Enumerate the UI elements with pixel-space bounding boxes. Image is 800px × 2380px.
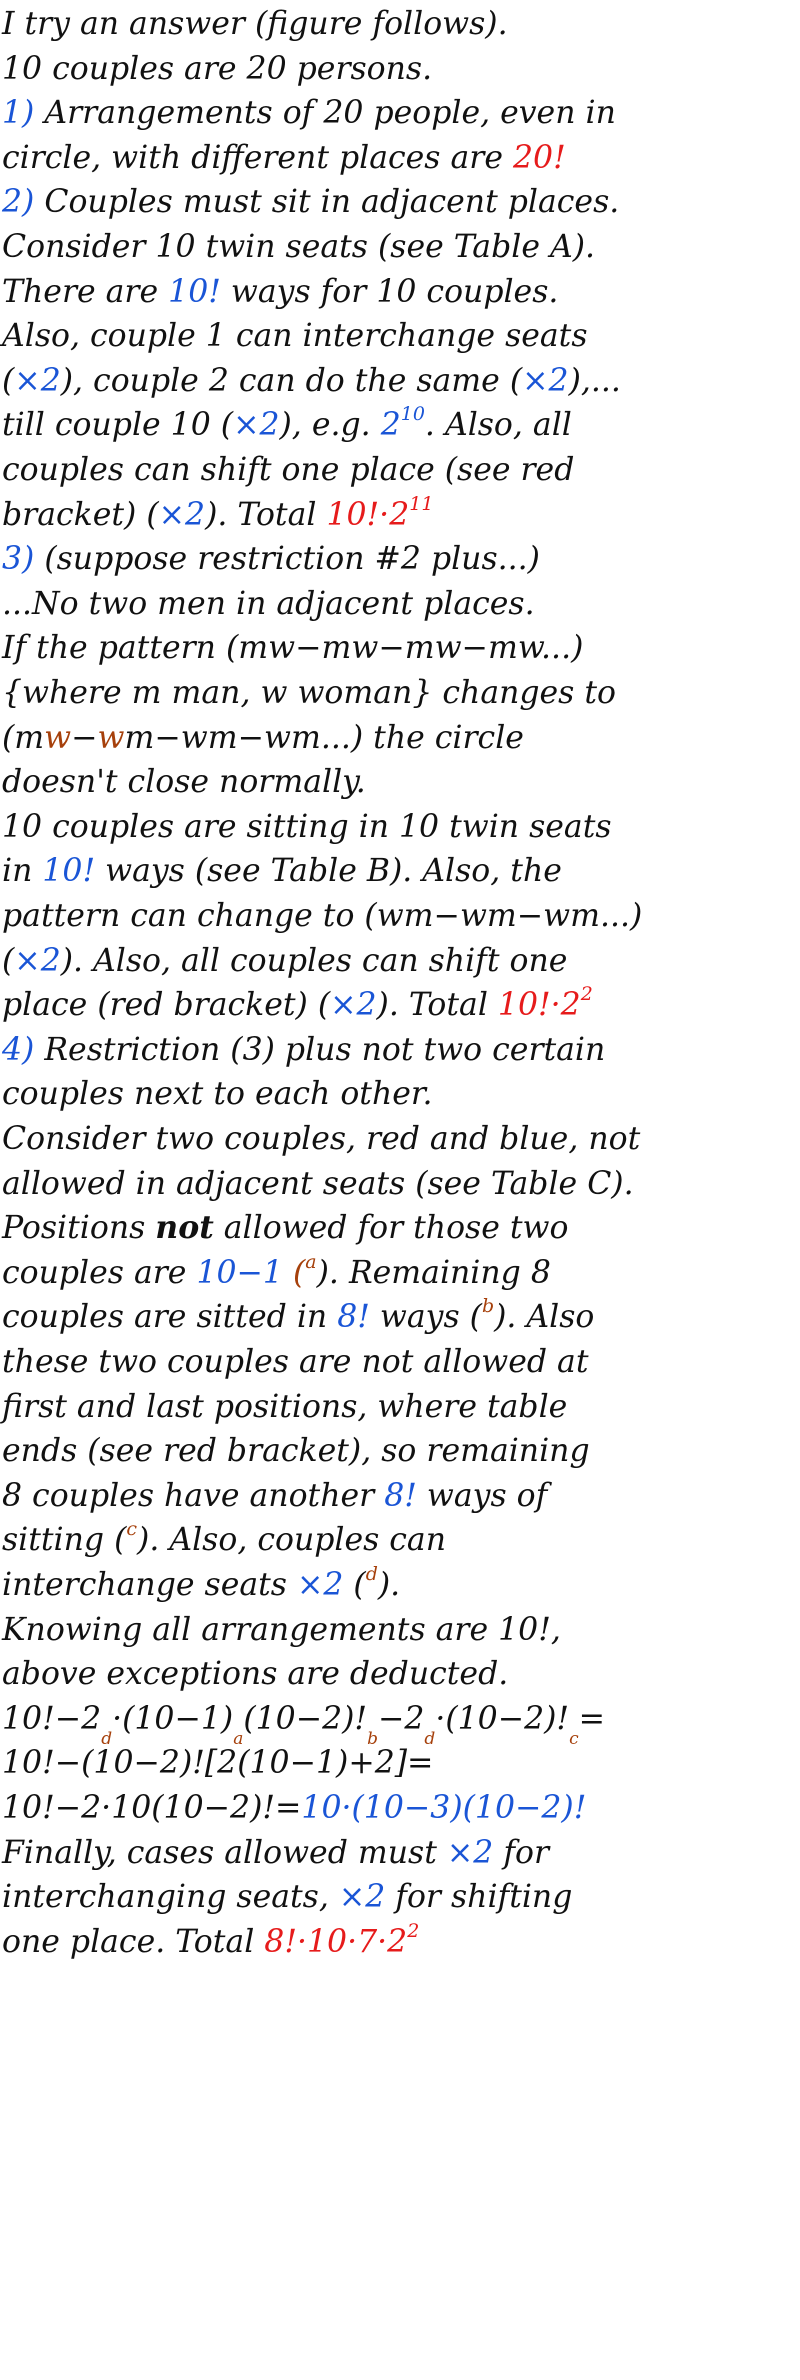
text-line — [2, 582, 535, 626]
text-segment: w — [44, 719, 72, 756]
text-segment: ×2 — [158, 496, 206, 533]
text-segment: 20! — [512, 139, 566, 176]
text-segment: ). Total — [376, 987, 498, 1024]
text-segment: 2 — [407, 1919, 420, 1942]
text-segment: Knowing all arrangements are 10!, — [2, 1611, 561, 1648]
text-line — [2, 1920, 419, 1964]
text-segment: for — [493, 1834, 550, 1871]
text-segment: ×2 — [14, 942, 61, 979]
text-segment: ). — [377, 1567, 401, 1603]
text-segment: sitting ( — [2, 1522, 127, 1559]
text-segment: −2 — [377, 1700, 425, 1737]
text-segment: b — [481, 1295, 495, 1318]
text-segment: ( — [343, 1567, 366, 1603]
text-segment: 8! — [384, 1477, 417, 1514]
text-line — [2, 983, 593, 1027]
text-segment: 10·(10−3)(10−2)! — [301, 1790, 587, 1826]
text-segment: allowed in adjacent seats (see Table C). — [2, 1165, 634, 1202]
text-segment: ways (see Table B). Also, the — [95, 853, 562, 890]
text-segment: w — [97, 719, 125, 756]
text-segment: If the pattern (mw−mw−mw−mw...) — [2, 630, 584, 667]
text-line — [2, 1385, 567, 1429]
text-segment: interchange seats — [2, 1567, 297, 1603]
text-segment: 2) — [2, 184, 45, 221]
text-segment: ), couple 2 can do the same ( — [60, 362, 523, 399]
text-segment: − — [71, 719, 98, 756]
text-line — [2, 1563, 400, 1607]
text-segment: 10!−2 — [2, 1700, 102, 1737]
text-line — [2, 1295, 594, 1339]
text-line — [2, 1474, 547, 1518]
text-segment: Consider 10 twin seats (see Table A). — [2, 229, 596, 265]
text-segment: ). Remaining 8 — [316, 1254, 551, 1291]
text-segment: d — [365, 1563, 378, 1585]
text-segment: d — [424, 1728, 436, 1749]
text-segment: (m — [2, 719, 45, 756]
text-segment: 10! — [42, 853, 96, 890]
text-line — [2, 180, 619, 224]
text-segment: = — [578, 1700, 606, 1737]
text-segment: {where m man, w woman} changes to — [2, 675, 616, 711]
text-segment: 8!·10·7·2 — [264, 1923, 408, 1960]
text-line — [2, 671, 616, 715]
text-line — [2, 760, 366, 804]
text-segment: 10−1 — [196, 1254, 283, 1291]
text-line — [2, 1162, 634, 1206]
text-segment: (10−2)! — [243, 1700, 368, 1737]
text-segment: interchanging seats, — [2, 1879, 339, 1916]
text-segment: ). Also, all couples can shift one — [60, 942, 568, 979]
text-segment: ( — [2, 942, 15, 979]
text-segment: couples can shift one place (see red — [2, 452, 575, 488]
text-line — [2, 1340, 589, 1384]
text-segment: ×2 — [330, 987, 377, 1024]
text-line — [2, 1429, 590, 1473]
text-segment: 10! — [168, 273, 221, 310]
text-segment: ·(10−1) — [112, 1700, 234, 1737]
text-segment: doesn't close normally. — [2, 764, 366, 801]
text-segment: 10!·2 — [497, 987, 581, 1024]
text-segment: circle, with different places are — [2, 139, 513, 176]
text-segment: ×2 — [14, 362, 61, 399]
text-segment: ·(10−2)! — [435, 1700, 570, 1737]
text-segment: 11 — [409, 492, 434, 515]
text-line — [2, 1028, 605, 1072]
text-segment: m−wm−wm...) the circle — [124, 719, 524, 756]
text-segment: d — [101, 1728, 113, 1749]
text-segment: Finally, cases allowed must — [2, 1834, 447, 1871]
text-segment: 10!−2·10(10−2)!= — [2, 1790, 302, 1826]
text-line — [2, 1697, 606, 1749]
text-segment: Positions — [2, 1210, 156, 1247]
text-segment: till couple 10 ( — [2, 407, 234, 444]
text-line — [2, 1072, 432, 1116]
text-line — [2, 225, 595, 269]
text-line — [2, 270, 558, 314]
text-line — [2, 849, 562, 893]
text-segment: place (red bracket) ( — [2, 987, 331, 1024]
text-segment: ),... — [568, 362, 621, 399]
text-line — [2, 1117, 640, 1161]
text-segment: c — [126, 1518, 138, 1541]
text-segment: ends (see red bracket), so remaining — [2, 1433, 590, 1470]
text-segment: I try an answer (figure follows). — [2, 6, 508, 42]
text-line — [2, 1251, 551, 1295]
text-segment: couples are — [2, 1254, 197, 1291]
text-segment: one place. Total — [2, 1923, 265, 1960]
text-segment: 8! — [337, 1299, 370, 1336]
text-segment: ×2 — [522, 362, 569, 399]
text-segment: Consider two couples, red and blue, not — [2, 1121, 641, 1157]
text-segment: 2 — [580, 983, 593, 1006]
text-segment: 10 — [400, 403, 425, 426]
text-segment: allowed for those two — [213, 1210, 569, 1247]
text-segment: 1) — [2, 95, 45, 132]
text-segment: ...No two men in adjacent places. — [2, 585, 535, 622]
text-line — [2, 2, 508, 46]
text-segment: couples are sitted in — [2, 1299, 338, 1336]
text-segment: There are — [2, 273, 169, 310]
text-segment: ), e.g. — [279, 407, 381, 444]
text-line — [2, 314, 588, 358]
text-line — [2, 1786, 586, 1830]
text-segment: ×2 — [296, 1567, 344, 1603]
text-segment: 10 couples are 20 persons. — [2, 50, 433, 87]
text-line — [2, 1518, 446, 1562]
text-segment: bracket) ( — [2, 496, 159, 533]
text-line — [2, 537, 540, 581]
text-segment: these two couples are not allowed at — [2, 1344, 589, 1380]
text-segment: 10!−(10−2)![2(10−1)+2]= — [2, 1745, 434, 1782]
text-line — [2, 894, 642, 938]
text-line — [2, 716, 524, 760]
text-segment: ( — [282, 1254, 306, 1291]
text-segment: ×2 — [338, 1879, 386, 1916]
text-segment: Arrangements of 20 people, even in — [44, 95, 616, 132]
text-line — [2, 626, 583, 670]
text-segment: Couples must sit in adjacent places. — [44, 184, 620, 221]
text-segment: not — [155, 1209, 214, 1247]
text-segment: ×2 — [233, 407, 280, 444]
text-line — [2, 448, 574, 492]
text-segment: couples next to each other. — [2, 1076, 433, 1113]
text-segment: b — [367, 1728, 378, 1749]
text-segment: 10!·2 — [326, 496, 410, 533]
text-segment: . Also, all — [424, 407, 572, 444]
text-line — [2, 359, 621, 403]
text-line — [2, 47, 432, 91]
text-segment: a — [305, 1250, 317, 1273]
text-segment: ×2 — [446, 1834, 494, 1871]
text-line — [2, 1206, 568, 1250]
text-segment: ). Also — [494, 1299, 595, 1336]
text-segment: in — [2, 853, 43, 890]
text-segment: 8 couples have another — [2, 1477, 385, 1514]
text-line — [2, 939, 567, 983]
text-segment: 10 couples are sitting in 10 twin seats — [2, 808, 612, 845]
text-line — [2, 1741, 433, 1785]
text-segment: ways for 10 couples. — [220, 273, 559, 310]
text-line — [2, 805, 612, 849]
text-segment: ). Total — [205, 496, 327, 533]
text-segment: a — [233, 1728, 244, 1749]
text-segment: ways ( — [369, 1299, 482, 1336]
text-segment: c — [569, 1728, 579, 1749]
text-line — [2, 403, 572, 447]
text-line — [2, 493, 433, 537]
text-segment: 4) — [2, 1031, 45, 1068]
text-segment: ways of — [416, 1477, 548, 1514]
text-segment: for shifting — [385, 1879, 573, 1916]
text-segment: (suppose restriction #2 plus...) — [44, 541, 540, 578]
text-line — [2, 1608, 561, 1652]
text-segment: ). Also, couples can — [137, 1522, 447, 1559]
text-segment: ( — [2, 362, 15, 399]
text-segment: pattern can change to (wm−wm−wm...) — [2, 898, 643, 934]
text-segment: 2 — [380, 407, 401, 444]
text-line — [2, 1831, 549, 1875]
text-line — [2, 136, 566, 180]
text-segment: Restriction (3) plus not two certain — [44, 1031, 606, 1068]
text-line — [2, 1875, 572, 1919]
text-segment: first and last positions, where table — [2, 1388, 568, 1425]
text-segment: above exceptions are deducted. — [2, 1656, 509, 1693]
text-line — [2, 91, 616, 135]
text-segment: Also, couple 1 can interchange seats — [2, 318, 588, 355]
text-line — [2, 1652, 508, 1696]
text-segment: 3) — [2, 541, 45, 578]
